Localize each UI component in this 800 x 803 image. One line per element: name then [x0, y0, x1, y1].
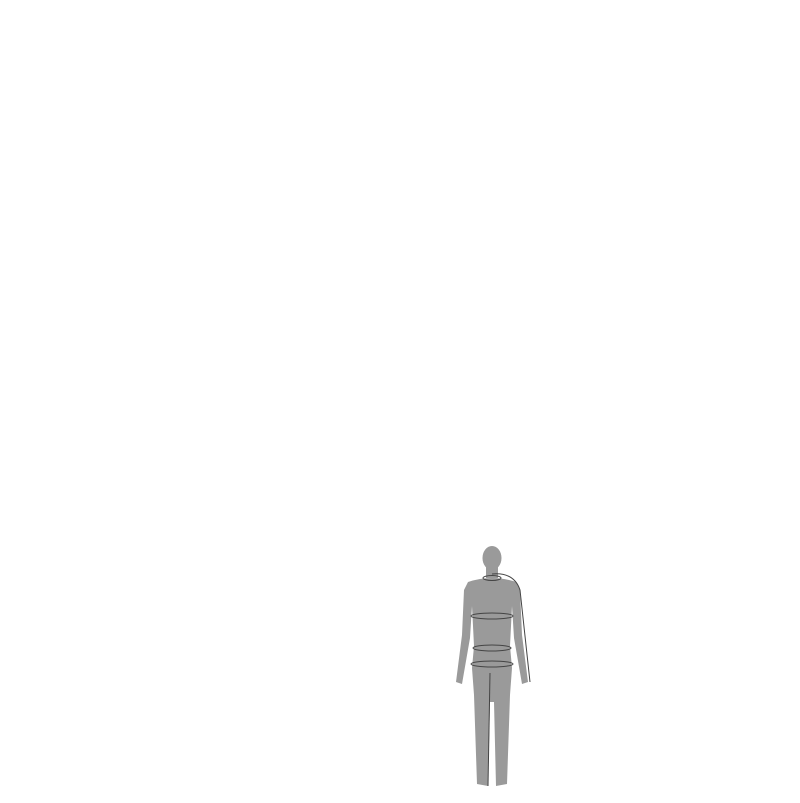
- body-measurement-figure: [430, 540, 560, 795]
- body-silhouette: [456, 546, 528, 786]
